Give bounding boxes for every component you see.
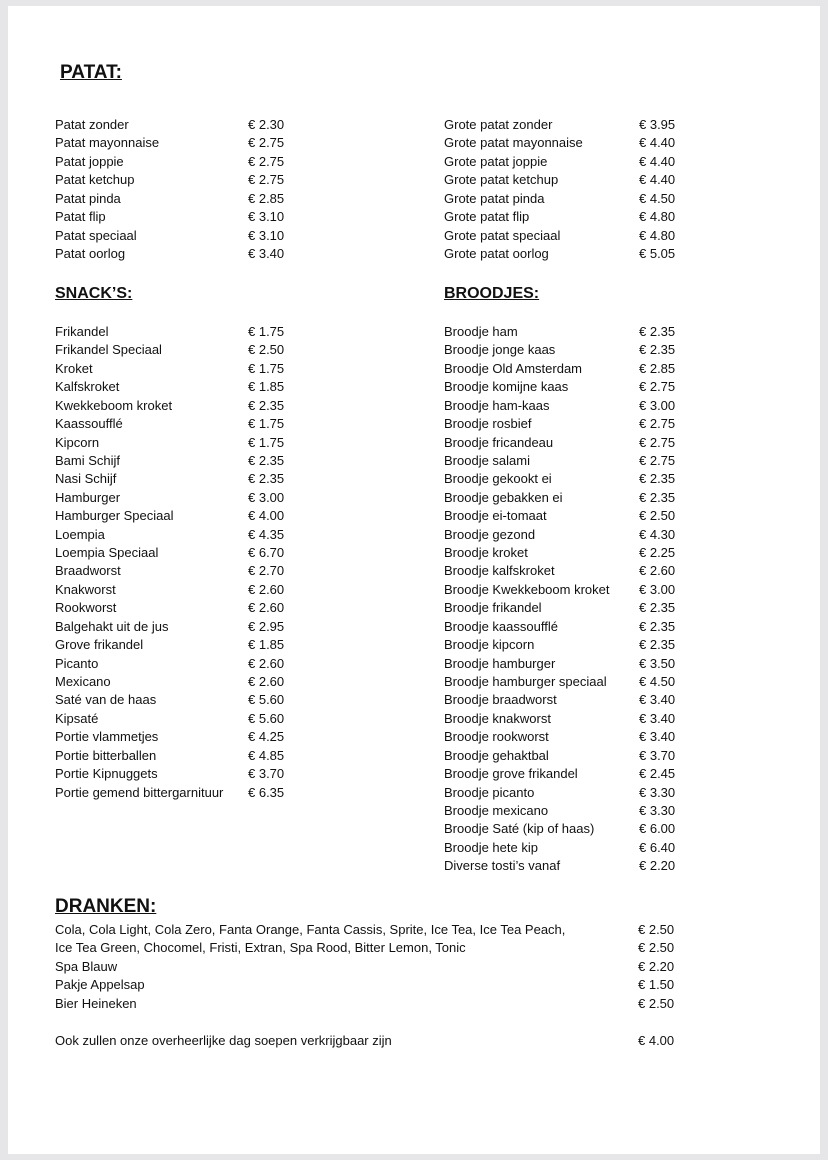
item-price: € 2.60 — [248, 655, 285, 671]
item-price: € 2.50 — [248, 342, 285, 358]
item-name: Broodje jonge kaas — [444, 342, 556, 358]
item-price: € 2.95 — [248, 618, 285, 634]
item-name: Grote patat flip — [444, 209, 530, 225]
item-name: Broodje Saté (kip of haas) — [444, 821, 595, 837]
item-price: € 2.60 — [639, 563, 676, 579]
item-price: € 3.30 — [639, 802, 676, 818]
item-name: Broodje fricandeau — [444, 434, 554, 450]
item-name: Broodje braadworst — [444, 692, 557, 708]
item-price: € 3.50 — [639, 655, 676, 671]
item-name: Broodje rookworst — [444, 729, 549, 745]
item-price: € 4.50 — [639, 674, 676, 690]
item-name: Broodje hete kip — [444, 839, 538, 855]
item-name: Patat ketchup — [55, 172, 135, 188]
item-price: € 2.50 — [639, 508, 676, 524]
item-name: Broodje komijne kaas — [444, 379, 569, 395]
item-name: Ice Tea Green, Chocomel, Fristi, Extran, Spa Rood, Bitter Lemon, Tonic — [55, 940, 466, 956]
item-price: € 4.85 — [248, 747, 285, 763]
item-name: Loempia — [55, 526, 105, 542]
item-name: Patat zonder — [55, 117, 129, 132]
item-price: € 1.75 — [248, 324, 285, 339]
item-price: € 1.85 — [248, 379, 285, 395]
item-price: € 1.75 — [248, 434, 285, 450]
item-price: € 2.75 — [248, 153, 285, 169]
item-price: € 6.35 — [248, 784, 285, 800]
item-price: € 1.75 — [248, 360, 285, 376]
item-price: € 2.20 — [639, 858, 676, 874]
item-name: Bami Schijf — [55, 452, 121, 468]
item-price: € 3.70 — [248, 766, 285, 782]
item-price: € 3.40 — [248, 245, 285, 261]
item-price: € 2.60 — [248, 674, 285, 690]
item-name: Portie bitterballen — [55, 747, 157, 763]
item-price: € 5.60 — [248, 692, 285, 708]
item-price: € 2.75 — [639, 379, 676, 395]
item-price: € 2.50 — [638, 922, 675, 937]
item-name: Broodje gehaktbal — [444, 747, 549, 763]
item-price: € 2.35 — [248, 452, 285, 468]
item-price: € 2.70 — [248, 563, 285, 579]
item-name: Broodje rosbief — [444, 416, 532, 432]
item-price: € 6.00 — [639, 821, 676, 837]
item-name: Broodje salami — [444, 452, 530, 468]
item-price: € 2.75 — [248, 135, 285, 151]
item-price: € 3.40 — [639, 692, 676, 708]
item-price: € 2.35 — [639, 471, 676, 487]
item-name: Broodje kaassoufflé — [444, 618, 558, 634]
item-price: € 2.75 — [639, 434, 676, 450]
item-name: Picanto — [55, 655, 99, 671]
broodjes-heading: BROODJES: — [444, 285, 540, 302]
item-name: Broodje gekookt ei — [444, 471, 552, 487]
item-name: Hamburger — [55, 489, 121, 505]
item-price: € 2.60 — [248, 600, 285, 616]
item-price: € 4.25 — [248, 729, 285, 745]
soup-price: € 4.00 — [638, 1033, 675, 1048]
item-name: Broodje Old Amsterdam — [444, 360, 583, 376]
item-name: Broodje mexicano — [444, 802, 549, 818]
item-price: € 3.30 — [639, 784, 676, 800]
item-name: Broodje Kwekkeboom kroket — [444, 581, 610, 597]
item-price: € 4.80 — [639, 227, 676, 243]
item-name: Kwekkeboom kroket — [55, 397, 173, 413]
patat-heading: PATAT: — [60, 62, 122, 83]
item-name: Frikandel — [55, 324, 109, 339]
item-name: Patat oorlog — [55, 245, 126, 261]
item-name: Grote patat mayonnaise — [444, 135, 583, 151]
item-name: Diverse tosti’s vanaf — [444, 858, 561, 874]
item-price: € 5.05 — [639, 245, 676, 261]
item-name: Patat speciaal — [55, 227, 137, 243]
item-name: Knakworst — [55, 581, 116, 597]
item-price: € 2.45 — [639, 766, 676, 782]
item-price: € 6.70 — [248, 545, 285, 561]
item-price: € 3.10 — [248, 209, 285, 225]
item-price: € 2.35 — [639, 342, 676, 358]
item-price: € 3.00 — [639, 397, 676, 413]
item-name: Broodje hamburger — [444, 655, 556, 671]
item-price: € 3.70 — [639, 747, 676, 763]
item-price: € 5.60 — [248, 710, 285, 726]
item-price: € 4.50 — [639, 190, 676, 206]
item-name: Grote patat pinda — [444, 190, 545, 206]
item-price: € 3.40 — [639, 729, 676, 745]
item-price: € 2.75 — [639, 452, 676, 468]
item-name: Broodje kroket — [444, 545, 528, 561]
item-name: Broodje ei-tomaat — [444, 508, 547, 524]
item-price: € 2.35 — [248, 471, 285, 487]
item-name: Pakje Appelsap — [55, 977, 145, 993]
item-price: € 2.85 — [248, 190, 285, 206]
item-name: Broodje gebakken ei — [444, 489, 563, 505]
item-name: Broodje kipcorn — [444, 637, 535, 653]
item-name: Hamburger Speciaal — [55, 508, 174, 524]
item-name: Broodje grove frikandel — [444, 766, 578, 782]
item-price: € 2.50 — [638, 940, 675, 956]
item-price: € 4.30 — [639, 526, 676, 542]
item-name: Portie gemend bittergarnituur — [55, 784, 224, 800]
item-name: Portie Kipnuggets — [55, 766, 158, 782]
item-name: Kipsaté — [55, 710, 99, 726]
item-name: Patat joppie — [55, 153, 124, 169]
item-name: Patat flip — [55, 209, 106, 225]
item-name: Broodje frikandel — [444, 600, 542, 616]
item-price: € 4.35 — [248, 526, 285, 542]
item-name: Broodje hamburger speciaal — [444, 674, 607, 690]
item-price: € 1.85 — [248, 637, 285, 653]
item-name: Broodje knakworst — [444, 710, 551, 726]
dranken-heading: DRANKEN: — [55, 896, 157, 917]
item-price: € 4.40 — [639, 172, 676, 188]
item-price: € 2.35 — [248, 397, 285, 413]
item-name: Rookworst — [55, 600, 117, 616]
item-name: Broodje ham — [444, 324, 518, 339]
item-name: Portie vlammetjes — [55, 729, 159, 745]
item-price: € 4.40 — [639, 135, 676, 151]
item-price: € 6.40 — [639, 839, 676, 855]
item-name: Grote patat oorlog — [444, 245, 549, 261]
item-price: € 2.75 — [248, 172, 285, 188]
item-price: € 1.50 — [638, 977, 675, 993]
item-price: € 2.75 — [639, 416, 676, 432]
item-name: Spa Blauw — [55, 958, 118, 974]
item-name: Patat pinda — [55, 190, 121, 206]
item-price: € 4.00 — [248, 508, 285, 524]
item-price: € 2.35 — [639, 600, 676, 616]
item-price: € 3.95 — [639, 117, 676, 132]
item-price: € 2.35 — [639, 637, 676, 653]
item-price: € 2.25 — [639, 545, 676, 561]
item-name: Nasi Schijf — [55, 471, 117, 487]
item-name: Kroket — [55, 360, 93, 376]
item-name: Braadworst — [55, 563, 121, 579]
item-name: Grote patat joppie — [444, 153, 548, 169]
item-name: Grote patat ketchup — [444, 172, 559, 188]
item-name: Broodje kalfskroket — [444, 563, 555, 579]
item-name: Broodje ham-kaas — [444, 397, 550, 413]
item-price: € 2.30 — [248, 117, 285, 132]
item-price: € 2.85 — [639, 360, 676, 376]
item-price: € 3.10 — [248, 227, 285, 243]
item-name: Cola, Cola Light, Cola Zero, Fanta Orange, Fanta Cassis, Sprite, Ice Tea, Ice Tea Peach, — [55, 922, 566, 937]
item-price: € 2.35 — [639, 489, 676, 505]
item-name: Grote patat speciaal — [444, 227, 561, 243]
soup-text: Ook zullen onze overheerlijke dag soepen verkrijgbaar zijn — [55, 1033, 392, 1048]
item-price: € 2.35 — [639, 324, 676, 339]
item-name: Broodje gezond — [444, 526, 536, 542]
item-price: € 1.75 — [248, 416, 285, 432]
snacks-heading: SNACK’S: — [55, 285, 133, 302]
menu-page — [8, 6, 820, 1154]
item-name: Saté van de haas — [55, 692, 157, 708]
item-name: Grote patat zonder — [444, 117, 553, 132]
item-name: Kipcorn — [55, 434, 100, 450]
item-price: € 3.00 — [248, 489, 285, 505]
item-name: Kalfskroket — [55, 379, 120, 395]
item-price: € 2.20 — [638, 958, 675, 974]
item-price: € 4.80 — [639, 209, 676, 225]
item-name: Loempia Speciaal — [55, 545, 159, 561]
item-price: € 2.60 — [248, 581, 285, 597]
item-name: Mexicano — [55, 674, 111, 690]
item-name: Frikandel Speciaal — [55, 342, 162, 358]
item-price: € 3.00 — [639, 581, 676, 597]
item-name: Bier Heineken — [55, 995, 137, 1011]
item-price: € 4.40 — [639, 153, 676, 169]
item-name: Patat mayonnaise — [55, 135, 160, 151]
item-name: Balgehakt uit de jus — [55, 618, 169, 634]
item-price: € 2.50 — [638, 995, 675, 1011]
item-name: Broodje picanto — [444, 784, 535, 800]
item-price: € 2.35 — [639, 618, 676, 634]
item-price: € 3.40 — [639, 710, 676, 726]
item-name: Kaassoufflé — [55, 416, 123, 432]
item-name: Grove frikandel — [55, 637, 144, 653]
